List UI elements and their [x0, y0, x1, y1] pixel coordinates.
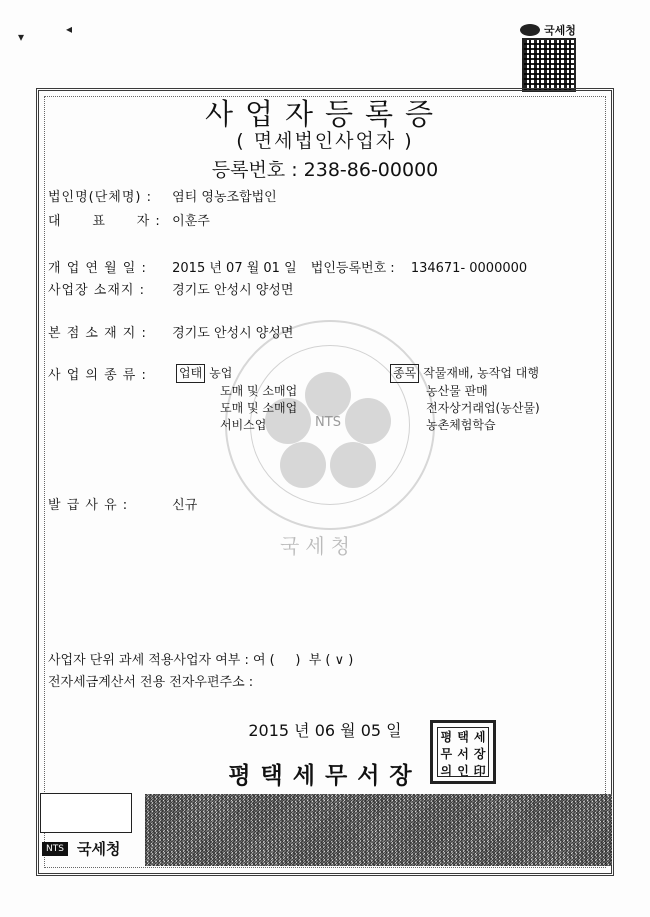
biz-type-row	[48, 364, 168, 383]
stamp-char: 인	[457, 764, 469, 778]
corp-reg-label: 법인등록번호 :	[310, 261, 395, 276]
biz-type-label: 사 업 의 종 류 :	[48, 368, 147, 383]
open-date-label: 개 업 연 월 일 :	[48, 261, 147, 276]
scan-mark: ▾	[18, 30, 25, 44]
open-date-value: 2015 년 07 월 01 일	[172, 261, 297, 276]
stamp-grid	[437, 727, 489, 777]
agency-label: 국세청	[544, 24, 576, 37]
stamp-char: 택	[457, 730, 469, 744]
document-title: 사업자등록증	[204, 97, 446, 131]
qr-side-text	[508, 40, 520, 92]
tax-office: 평택세무서장	[228, 763, 422, 789]
hq-location-value: 경기도 안성시 양성면	[172, 326, 294, 341]
scan-mark: ◂	[66, 22, 73, 36]
document-subtitle: ( 면세법인사업자 )	[236, 130, 414, 152]
biz-location-row	[48, 279, 293, 298]
bottom-blank-box	[40, 793, 132, 833]
issue-reason-row	[48, 494, 197, 513]
nts-logo-icon: NTS	[42, 842, 68, 856]
seal-center-text: NTS	[315, 415, 341, 430]
business-item: 농산물 판매	[426, 384, 488, 398]
seal-petal	[280, 442, 326, 488]
representative-row	[48, 210, 210, 229]
item-tag: 종목	[390, 364, 419, 383]
type-tag: 업태	[176, 364, 205, 383]
seal-bottom-text: 국세청	[280, 534, 356, 558]
bottom-agency-label: 국세청	[77, 840, 121, 858]
issue-reason-label: 발 급 사 유 :	[48, 498, 129, 513]
registration-number: 등록번호 : 238-86-00000	[211, 159, 439, 181]
corp-name-value: 염티 영농조합법인	[172, 190, 277, 205]
business-item: 농촌체험학습	[426, 418, 496, 432]
representative-label: 대 표 자 :	[48, 214, 161, 229]
stamp-char: 장	[473, 747, 486, 761]
biz-location-label: 사업장 소재지 :	[48, 283, 145, 298]
qr-code	[522, 38, 576, 92]
corp-reg-value: 134671- 0000000	[410, 261, 528, 276]
security-pattern	[145, 794, 612, 866]
seal-petal	[305, 372, 351, 418]
stamp-char: 평	[440, 730, 453, 744]
stamp-char: 의	[440, 764, 453, 778]
business-items	[390, 364, 540, 434]
business-item: 전자상거래업(농산물)	[426, 401, 540, 415]
unit-tax-row: 사업자 단위 과세 적용사업자 여부 : 여 ( ) 부 ( ∨ )	[48, 653, 354, 668]
business-item: 작물재배, 농작업 대행	[423, 366, 539, 380]
stamp-char: 무	[440, 747, 453, 761]
seal-petal	[330, 442, 376, 488]
corp-name-row	[48, 186, 277, 205]
issue-date: 2015 년 06 월 05 일	[248, 721, 402, 740]
seal-petal	[345, 398, 391, 444]
hq-location-label: 본 점 소 재 지 :	[48, 326, 147, 341]
bottom-agency-logo	[42, 838, 132, 862]
business-type: 농업	[209, 366, 233, 380]
representative-value: 이훈주	[172, 214, 210, 229]
open-date-row	[48, 257, 527, 276]
business-type: 도매 및 소매업	[220, 384, 298, 398]
corp-name-label: 법인명(단체명) :	[48, 190, 153, 205]
business-type: 서비스업	[220, 418, 267, 432]
nts-logo-icon	[520, 24, 540, 36]
business-type: 도매 및 소매업	[220, 401, 298, 415]
stamp-char: 세	[473, 730, 486, 744]
business-types	[176, 364, 297, 434]
hq-location-row	[48, 322, 293, 341]
stamp-char: 서	[457, 747, 469, 761]
biz-location-value: 경기도 안성시 양성면	[172, 283, 294, 298]
issue-reason-value: 신규	[172, 498, 198, 513]
stamp-char: 印	[473, 764, 486, 778]
official-stamp	[430, 720, 496, 784]
e-invoice-row: 전자세금계산서 전용 전자우편주소 :	[48, 675, 254, 690]
